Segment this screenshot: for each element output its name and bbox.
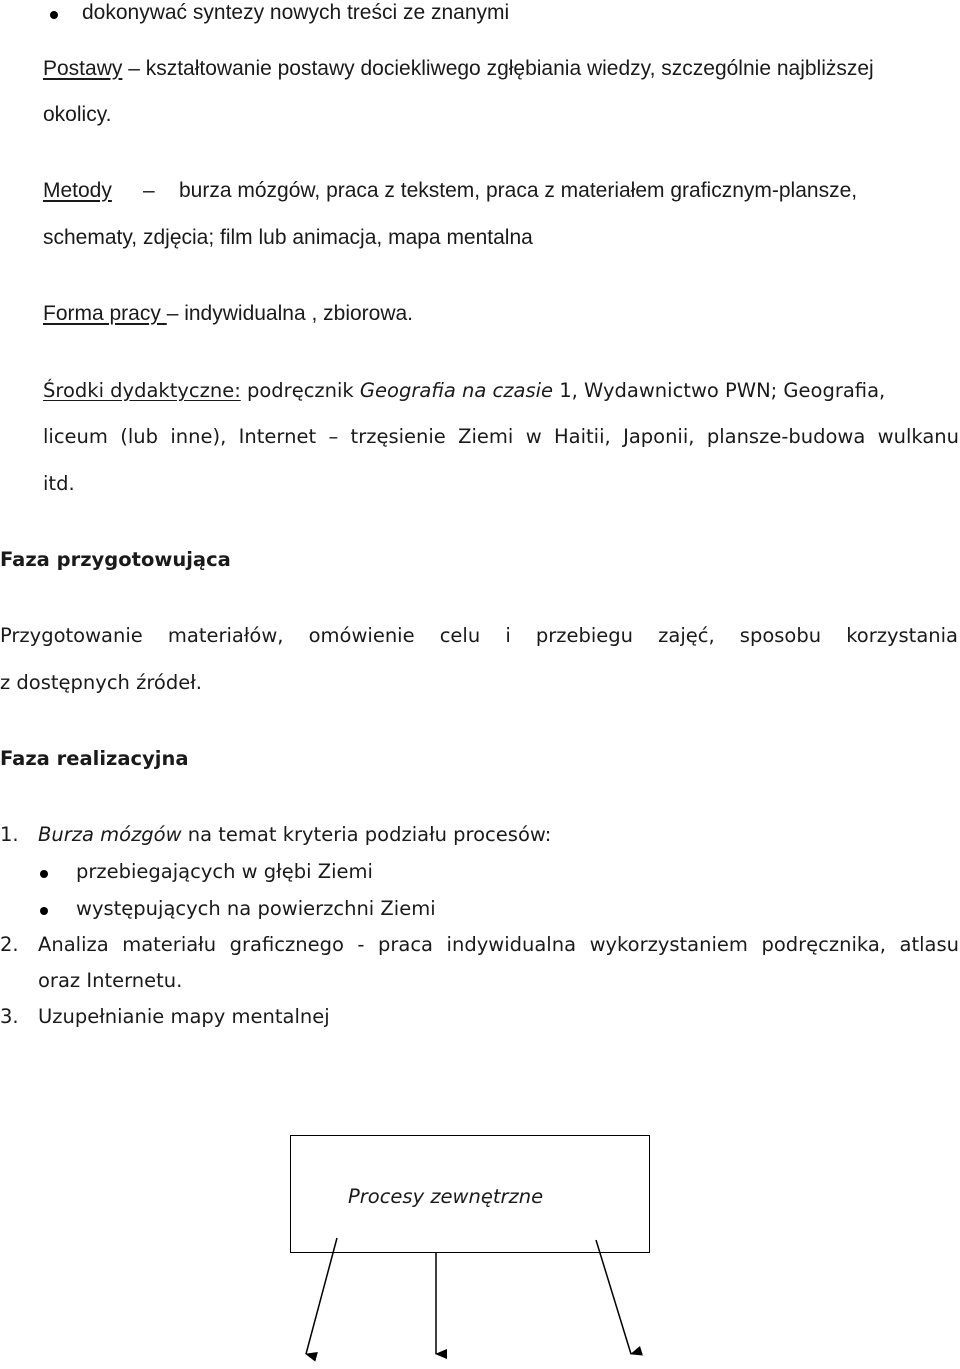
attitudes-label: Postawy [43, 57, 123, 80]
methods-dash: – [143, 179, 155, 202]
step-3-text: Uzupełnianie mapy mentalnej [38, 1005, 330, 1028]
arrow-right [596, 1240, 631, 1354]
preparation-line-1: Przygotowanie materiałów, omówienie celu i przebiegu zajęć, sposobu korzystania [0, 624, 958, 647]
objective-item: dokonywać syntezy nowych treści ze znanymi [82, 1, 510, 24]
teaching-aids-line-2: liceum (lub inne), Internet – trzęsienie Ziemi w Haitii, Japonii, plansze-budowa wulkanu [43, 425, 959, 448]
work-form-text: – indywidualna , zbiorowa. [166, 302, 414, 325]
teaching-aids-line-3: itd. [43, 472, 75, 495]
sub-bullet-1: przebiegających w głębi Ziemi [76, 860, 373, 883]
step-1-text: na temat kryteria podziału procesów: [181, 823, 552, 846]
teaching-aids-text-a: podręcznik [240, 379, 360, 402]
work-form-label: Forma pracy [43, 302, 167, 325]
step-2-line-1: Analiza materiału graficznego - praca indywidualna wykorzystaniem podręcznika, atlasu [38, 933, 959, 956]
step-1-number: 1. [0, 823, 19, 846]
methods-label: Metody [43, 179, 112, 202]
mind-map-box-label: Procesy zewnętrzne [348, 1185, 544, 1208]
teaching-aids-label: Środki dydaktyczne: [43, 379, 241, 402]
preparation-line-2: z dostępnych źródeł. [0, 671, 202, 694]
step-2-line-2: oraz Internetu. [38, 969, 183, 992]
realization-heading: Faza realizacyjna [0, 747, 189, 770]
methods-text-line-1: burza mózgów, praca z tekstem, praca z materiałem graficznym-plansze, [179, 179, 858, 202]
step-1-title: Burza mózgów [38, 823, 182, 846]
textbook-title: Geografia na czasie [359, 379, 554, 402]
teaching-aids-text-b: 1, Wydawnictwo PWN; Geografia, [553, 379, 886, 402]
attitudes-text: – kształtowanie postawy dociekliwego zgłębiania wiedzy, szczególnie najbliższej [122, 57, 874, 80]
methods-text-line-2: schematy, zdjęcia; film lub animacja, mapa mentalna [43, 226, 533, 249]
preparation-heading: Faza przygotowująca [0, 548, 231, 571]
step-2-number: 2. [0, 933, 19, 956]
sub-bullet-2: występujących na powierzchni Ziemi [76, 897, 436, 920]
step-3-number: 3. [0, 1005, 19, 1028]
attitudes-line-2: okolicy. [43, 103, 112, 126]
arrow-left [306, 1238, 337, 1354]
